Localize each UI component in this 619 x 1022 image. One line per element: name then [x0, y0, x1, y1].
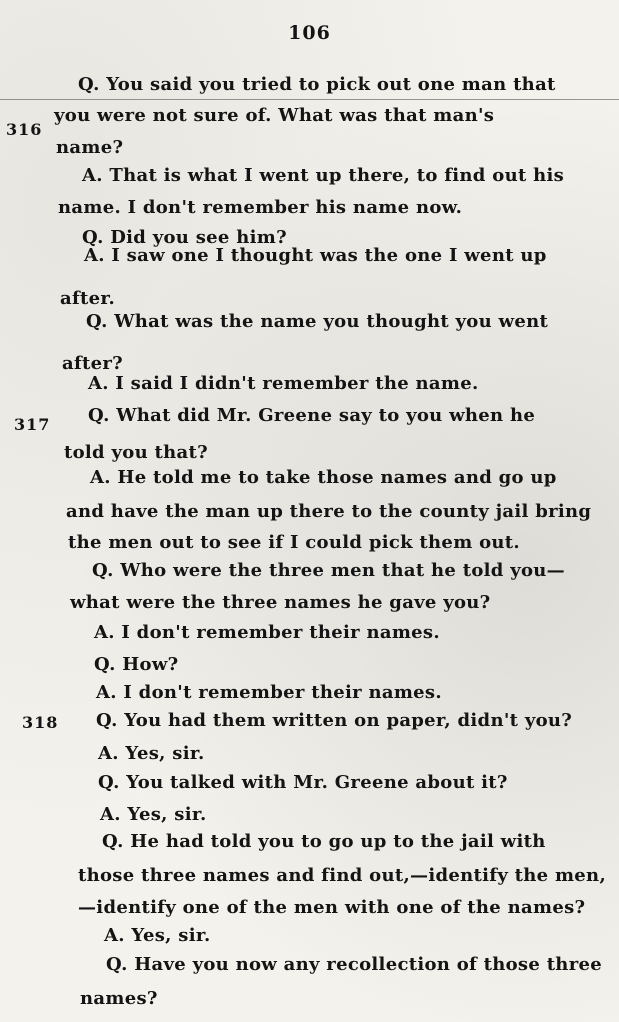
text-line: you were not sure of. What was that man's — [54, 105, 495, 126]
text-line: the men out to see if I could pick them out. — [68, 532, 520, 553]
text-line: A. Yes, sir. — [104, 925, 211, 946]
text-line: name. I don't remember his name now. — [58, 197, 463, 218]
text-line: A. I don't remember their names. — [94, 622, 440, 643]
text-line: Q. He had told you to go up to the jail with — [102, 831, 546, 852]
page-number: 106 — [288, 22, 331, 44]
text-line: names? — [80, 988, 158, 1009]
margin-number: 316 — [6, 120, 43, 139]
text-line: A. I said I didn't remember the name. — [88, 373, 479, 394]
text-line: A. I don't remember their names. — [96, 682, 442, 703]
text-line: Q. Did you see him? — [82, 227, 287, 248]
text-line: after? — [62, 353, 124, 374]
margin-number: 318 — [22, 713, 59, 732]
text-line: A. That is what I went up there, to find out his — [82, 165, 565, 186]
text-line: Q. What was the name you thought you went — [86, 311, 549, 332]
text-line: after. — [60, 288, 116, 309]
text-line: A. Yes, sir. — [98, 743, 205, 764]
text-line: A. Yes, sir. — [100, 804, 207, 825]
text-line: —identify one of the men with one of the names? — [78, 897, 586, 918]
text-line: A. I saw one I thought was the one I went up — [84, 245, 547, 266]
text-line: Q. Who were the three men that he told you— — [92, 560, 565, 581]
text-line: Q. You had them written on paper, didn't you? — [96, 710, 573, 731]
text-line: name? — [56, 137, 124, 158]
text-line: and have the man up there to the county jail bring — [66, 501, 592, 522]
text-line: A. He told me to take those names and go up — [90, 467, 557, 488]
text-line: Q. Have you now any recollection of those three — [106, 954, 602, 975]
text-line: Q. You talked with Mr. Greene about it? — [98, 772, 508, 793]
text-line: those three names and find out,—identify the men, — [78, 865, 607, 886]
text-line: what were the three names he gave you? — [70, 592, 491, 613]
text-line: Q. You said you tried to pick out one man that — [78, 74, 556, 95]
text-line: Q. What did Mr. Greene say to you when he — [88, 405, 536, 426]
fold-line — [0, 99, 619, 100]
margin-number: 317 — [14, 415, 51, 434]
text-line: Q. How? — [94, 654, 179, 675]
text-line: told you that? — [64, 442, 208, 463]
